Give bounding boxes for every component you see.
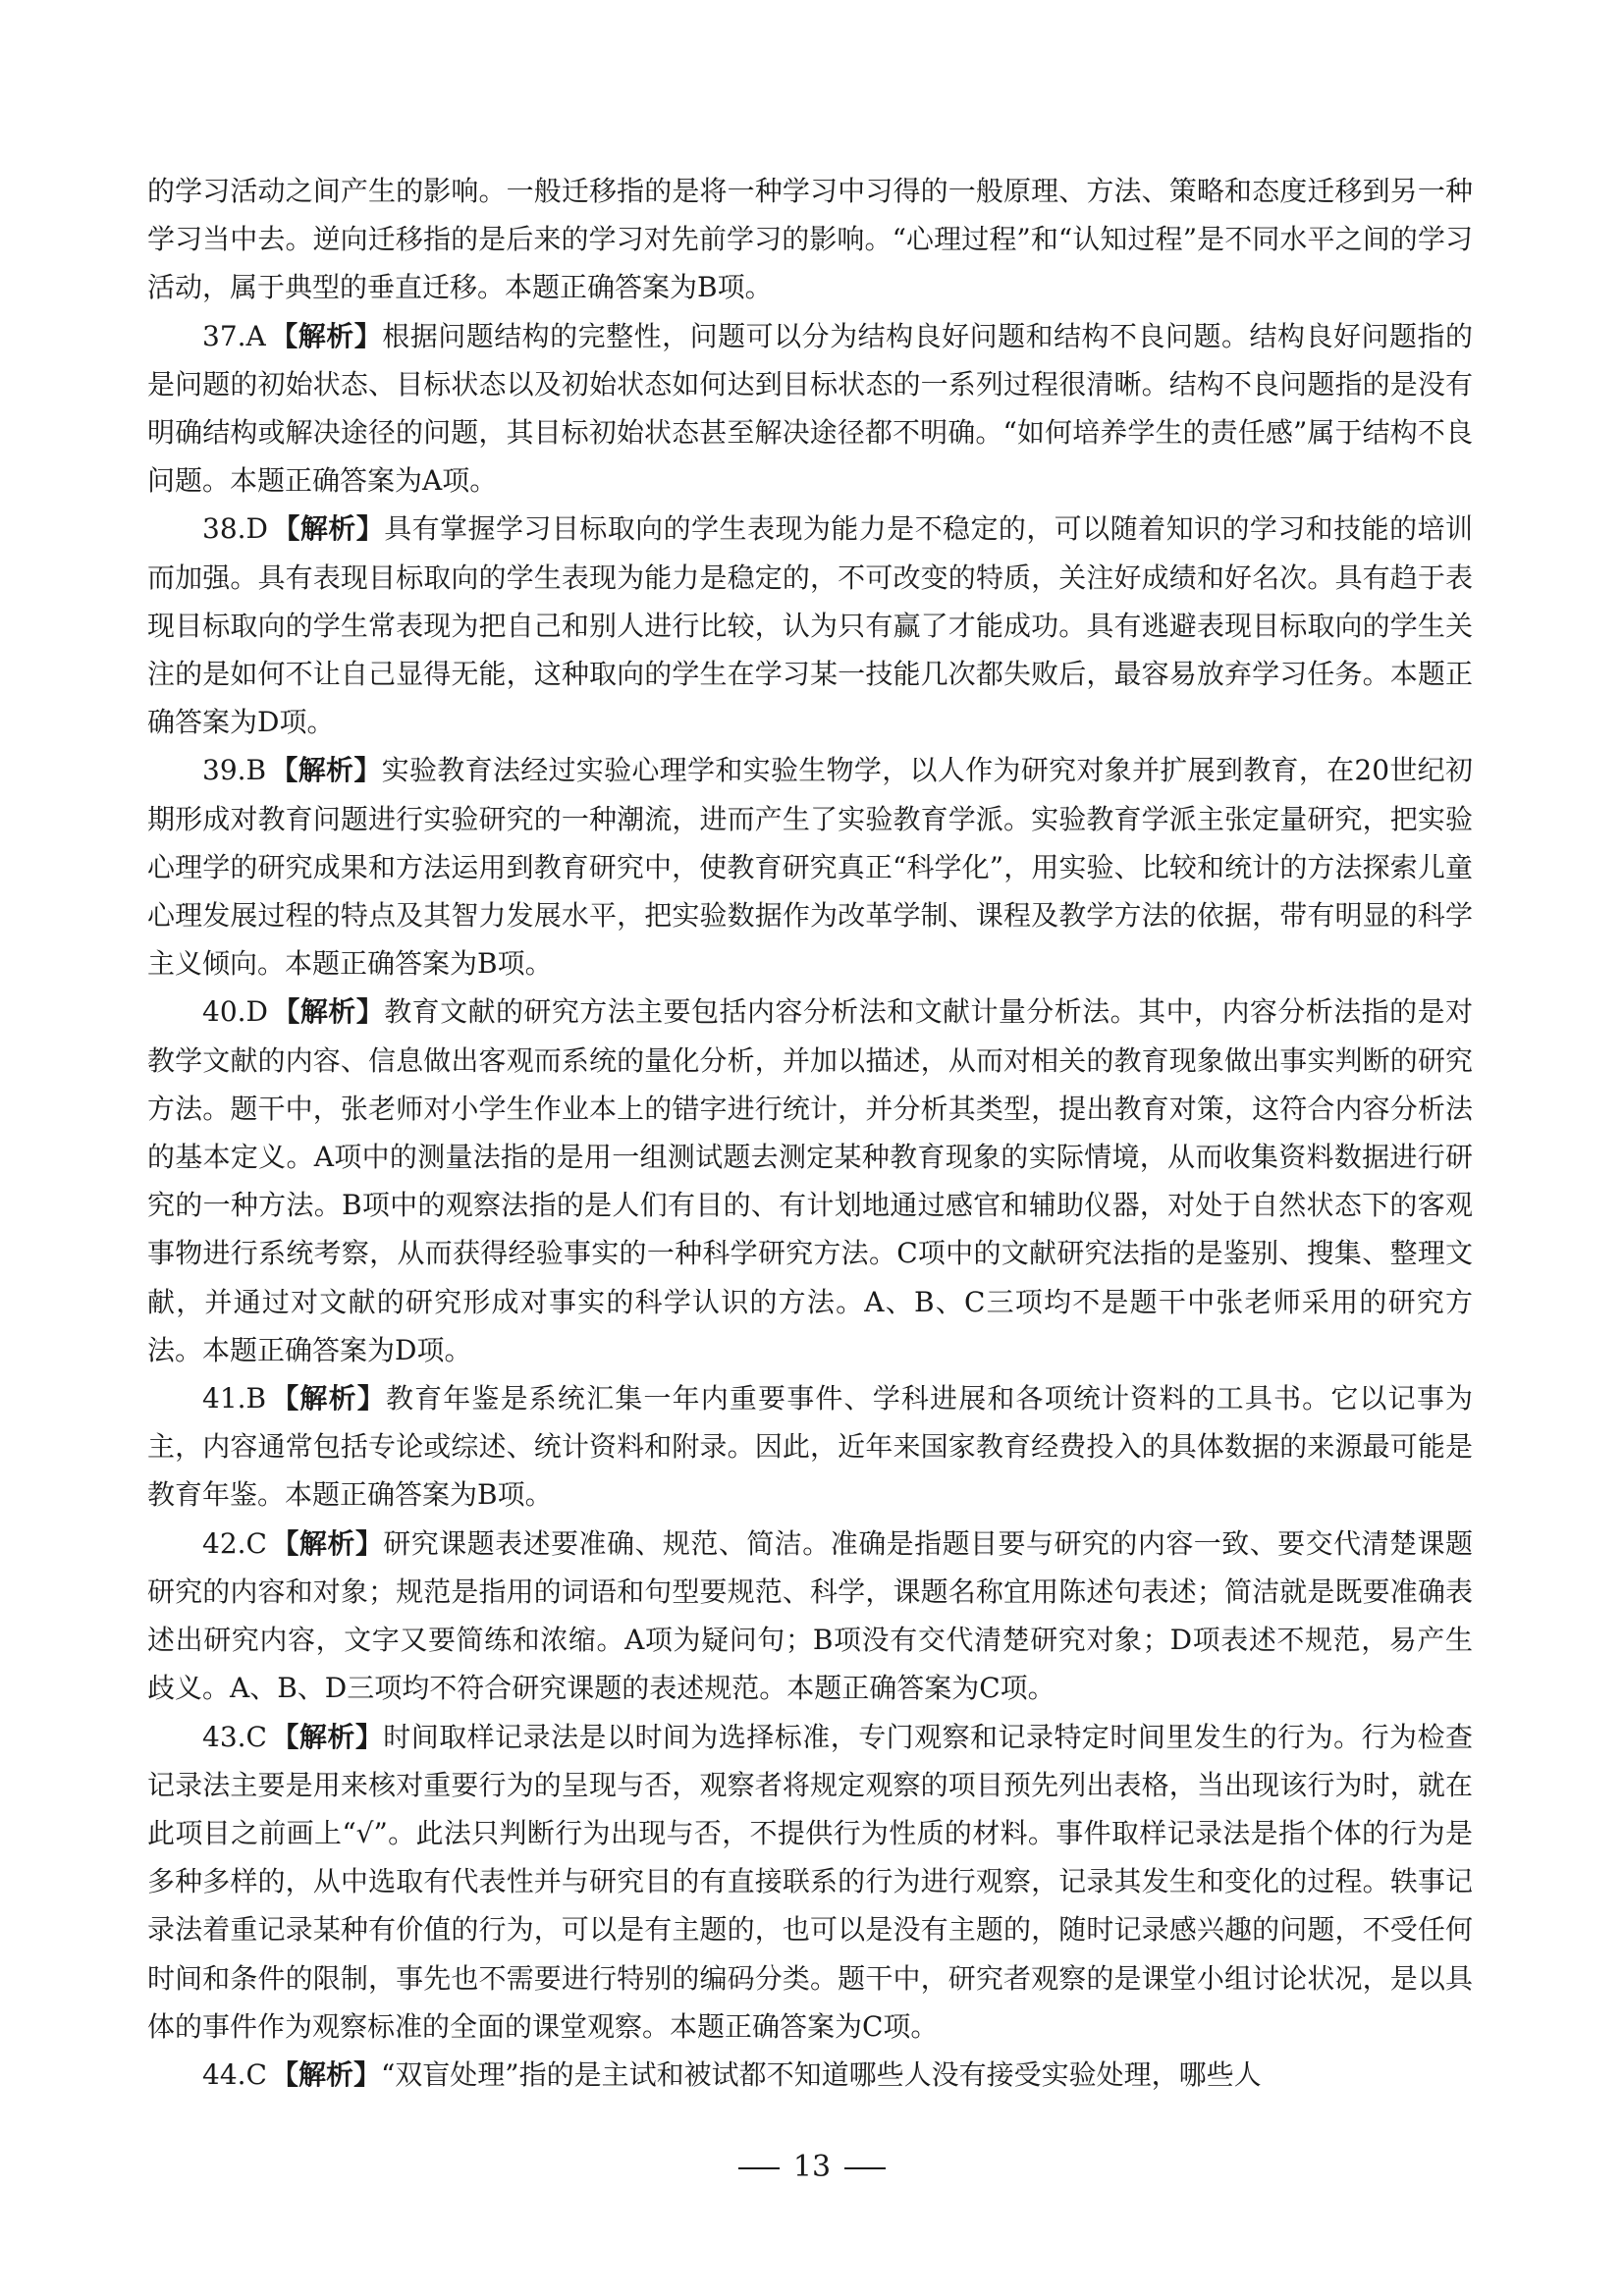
item-text: 教育年鉴是系统汇集一年内重要事件、学科进展和各项统计资料的工具书。它以记事为主，内容通常包括专论或综述、统计资料和附录。因此，近年来国家教育经费投入的具体数据的来源最可能是教育年鉴。本题正确答案为B项。 bbox=[147, 1382, 1473, 1512]
item-text: 具有掌握学习目标取向的学生表现为能力是不稳定的，可以随着知识的学习和技能的培训而加强。具有表现目标取向的学生表现为能力是稳定的，不可改变的特质，关注好成绩和好名次。具有趋于表现目标取向的学生常表现为把自己和别人进行比较，认为只有赢了才能成功。具有逃避表现目标取向的学生关注的是如何不让自己显得无能，这种取向的学生在学习某一技能几次都失败后，最容易放弃学习任务。本题正确答案为D项。 bbox=[147, 512, 1473, 739]
explanation-item-39 bbox=[147, 746, 1473, 988]
page-number: 13 bbox=[792, 2150, 832, 2184]
analysis-tag: 【解析】 bbox=[270, 2057, 381, 2091]
footer-dash-left bbox=[738, 2167, 780, 2169]
item-number: 41.B bbox=[202, 1382, 267, 1415]
explanation-item-37 bbox=[147, 312, 1473, 506]
analysis-tag: 【解析】 bbox=[270, 1382, 386, 1415]
item-text: 教育文献的研究方法主要包括内容分析法和文献计量分析法。其中，内容分析法指的是对教学文献的内容、信息做出客观而系统的量化分析，并加以描述，从而对相关的教育现象做出事实判断的研究方法。题干中，张老师对小学生作业本上的错字进行统计，并分析其类型，提出教育对策，这符合内容分析法的基本定义。A项中的测量法指的是用一组测试题去测定某种教育现象的实际情境，从而收集资料数据进行研究的一种方法。B项中的观察法指的是人们有目的、有计划地通过感官和辅助仪器，对处于自然状态下的客观事物进行系统考察，从而获得经验事实的一种科学研究方法。C项中的文献研究法指的是鉴别、搜集、整理文献，并通过对文献的研究形成对事实的科学认识的方法。A、B、C三项均不是题干中张老师采用的研究方法。本题正确答案为D项。 bbox=[147, 995, 1473, 1366]
item-text: 根据问题结构的完整性，问题可以分为结构良好问题和结构不良问题。结构良好问题指的是问题的初始状态、目标状态以及初始状态如何达到目标状态的一系列过程很清晰。结构不良问题指的是没有明确结构或解决途径的问题，其目标初始状态甚至解决途径都不明确。“如何培养学生的责任感”属于结构不良问题。本题正确答案为A项。 bbox=[147, 319, 1473, 498]
analysis-tag: 【解析】 bbox=[271, 512, 385, 546]
answer-explanations bbox=[147, 167, 1473, 2099]
item-number: 44.C bbox=[202, 2057, 267, 2091]
analysis-tag: 【解析】 bbox=[270, 1720, 384, 1753]
item-text: 研究课题表述要准确、规范、简洁。准确是指题目要与研究的内容一致、要交代清楚课题研究的内容和对象；规范是指用的词语和句型要规范、科学，课题名称宜用陈述句表述；简洁就是既要准确表述出研究内容，文字又要简练和浓缩。A项为疑问句；B项没有交代清楚研究对象；D项表述不规范，易产生歧义。A、B、D三项均不符合研究课题的表述规范。本题正确答案为C项。 bbox=[147, 1526, 1473, 1705]
analysis-tag: 【解析】 bbox=[271, 995, 385, 1029]
page-footer bbox=[0, 2148, 1624, 2187]
item-text: 时间取样记录法是以时间为选择标准，专门观察和记录特定时间里发生的行为。行为检查记录法主要是用来核对重要行为的呈现与否，观察者将规定观察的项目预先列出表格，当出现该行为时，就在此项目之前画上“√”。此法只判断行为出现与否，不提供行为性质的材料。事件取样记录法是指个体的行为是多种多样的，从中选取有代表性并与研究目的有直接联系的行为进行观察，记录其发生和变化的过程。轶事记录法着重记录某种有价值的行为，可以是有主题的，也可以是没有主题的，随时记录感兴趣的问题，不受任何时间和条件的限制，事先也不需要进行特别的编码分类。题干中，研究者观察的是课堂小组讨论状况，是以具体的事件作为观察标准的全面的课堂观察。本题正确答案为C项。 bbox=[147, 1720, 1473, 2043]
footer-dash-right bbox=[844, 2167, 886, 2169]
item-text: 实验教育法经过实验心理学和实验生物学，以人作为研究对象并扩展到教育，在20世纪初期形成对教育问题进行实验研究的一种潮流，进而产生了实验教育学派。实验教育学派主张定量研究，把实验心理学的研究成果和方法运用到教育研究中，使教育研究真正“科学化”，用实验、比较和统计的方法探索儿童心理发展过程的特点及其智力发展水平，把实验数据作为改革学制、课程及教学方法的依据，带有明显的科学主义倾向。本题正确答案为B项。 bbox=[147, 754, 1473, 981]
analysis-tag: 【解析】 bbox=[270, 754, 382, 787]
analysis-tag: 【解析】 bbox=[270, 1526, 384, 1560]
explanation-item-43 bbox=[147, 1713, 1473, 2051]
item-number: 37.A bbox=[202, 319, 266, 352]
item-number: 43.C bbox=[202, 1720, 267, 1753]
explanation-item-42 bbox=[147, 1520, 1473, 1713]
item-text: “双盲处理”指的是主试和被试都不知道哪些人没有接受实验处理，哪些人 bbox=[380, 2057, 1262, 2091]
item-number: 40.D bbox=[202, 995, 268, 1029]
item-number: 38.D bbox=[202, 512, 268, 546]
analysis-tag: 【解析】 bbox=[269, 319, 383, 352]
explanation-item-38 bbox=[147, 505, 1473, 746]
explanation-item-44 bbox=[147, 2051, 1473, 2099]
continuation-paragraph: 的学习活动之间产生的影响。一般迁移指的是将一种学习中习得的一般原理、方法、策略和态度迁移到另一种学习当中去。逆向迁移指的是后来的学习对先前学习的影响。“心理过程”和“认知过程”是不同水平之间的学习活动，属于典型的垂直迁移。本题正确答案为B项。 bbox=[147, 175, 1473, 304]
explanation-item-41 bbox=[147, 1374, 1473, 1520]
explanation-item-40 bbox=[147, 988, 1473, 1374]
item-number: 42.C bbox=[202, 1526, 267, 1560]
item-number: 39.B bbox=[202, 754, 267, 787]
